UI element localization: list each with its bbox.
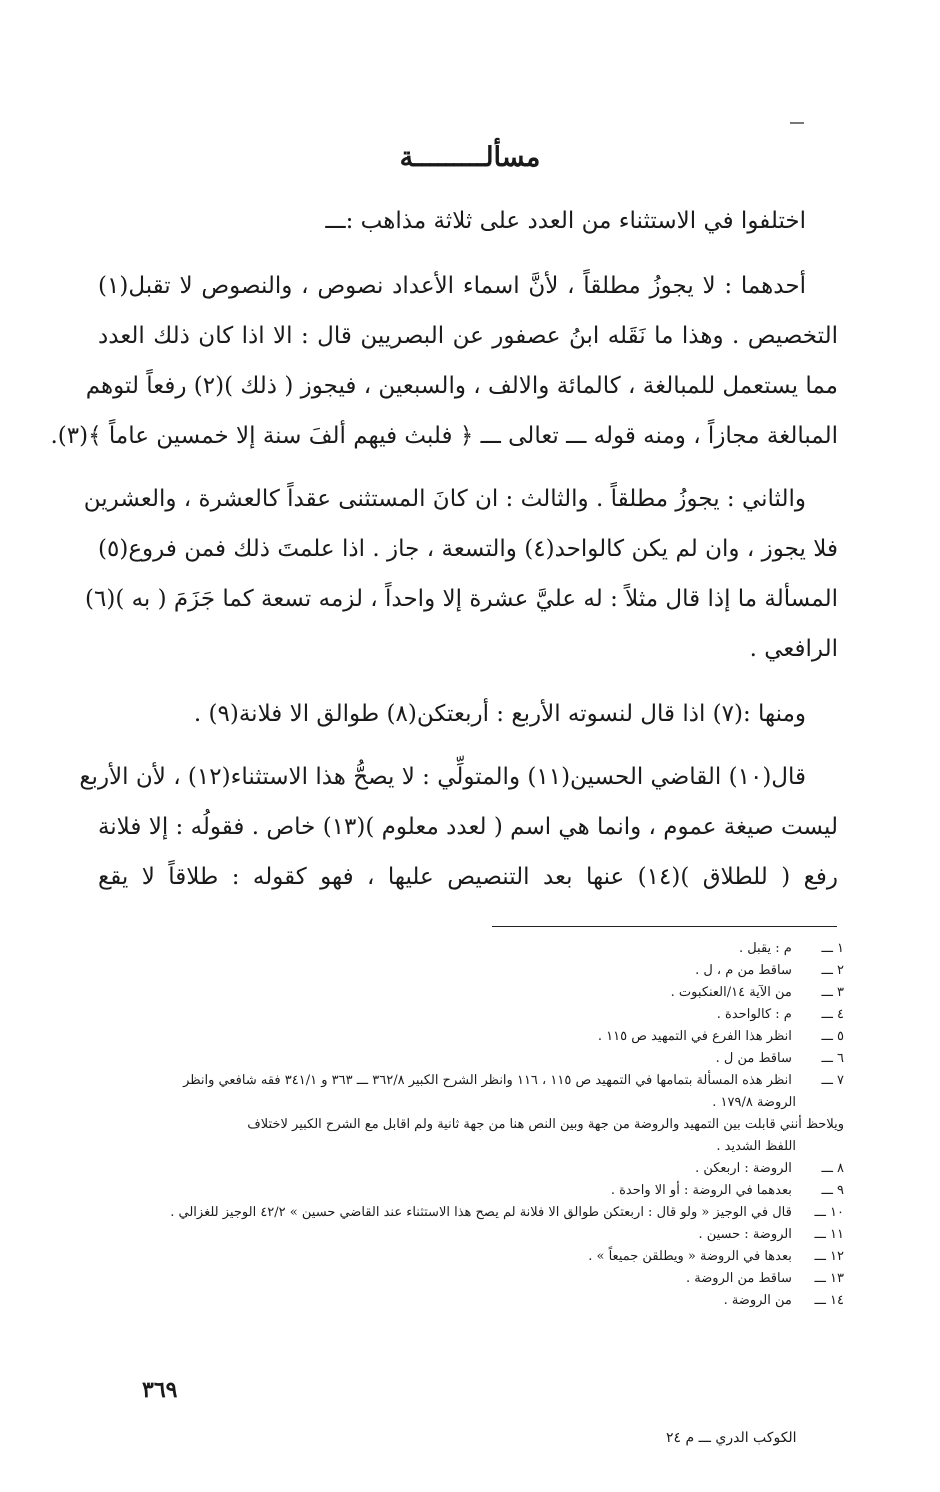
margin-dash xyxy=(790,122,804,124)
text-line: اختلفوا في الاستثناء من العدد على ثلاثة مذاهب :ـــ xyxy=(325,208,806,234)
footnote-item: ٨ ـــ الروضة : اربعكن . xyxy=(695,1161,844,1176)
footnote-item: ٩ ـــ بعدهما في الروضة : أو الا واحدة . xyxy=(610,1183,844,1198)
footnote-item: ١٣ ـــ ساقط من الروضة . xyxy=(686,1271,844,1286)
section-title: مسألـــــــــة xyxy=(399,142,541,173)
footnotes xyxy=(99,938,844,1312)
text-line: مما يستعمل للمبالغة ، كالمائة والالف ، والسبعين ، فيجوز ( ذلك )(٢) رفعاً لتوهم xyxy=(85,373,838,399)
text-line: التخصيص . وهذا ما نَقَله ابنُ عصفور عن البصريين قال : الا اذا كان ذلك العدد xyxy=(98,323,838,349)
text-line: الرافعي . xyxy=(749,636,838,662)
footnote-continuation: الروضة ١٧٩/٨ . xyxy=(712,1095,796,1110)
text-line: فلا يجوز ، وان لم يكن كالواحد(٤) والتسعة ، جاز . اذا علمتَ ذلك فمن فروع(٥) xyxy=(98,536,838,562)
text-line: أحدهما : لا يجوزُ مطلقاً ، لأنَّ اسماء الأعداد نصوص ، والنصوص لا تقبل(١) xyxy=(98,273,806,299)
footnote-item: ٤ ـــ م : كالواحدة . xyxy=(716,1007,844,1022)
running-footer: الكوكب الدري ـــ م ٢٤ xyxy=(666,1430,797,1446)
text-line: ليست صيغة عموم ، وانما هي اسم ( لعدد معلوم )(١٣) خاص . فقولُه : إلا فلانة xyxy=(97,814,838,840)
footnote-item: ١٢ ـــ بعدها في الروضة « ويطلقن جميعاً » . xyxy=(588,1249,844,1264)
footnote-item: ١١ ـــ الروضة : حسين . xyxy=(698,1227,844,1242)
footnote-note: ويلاحظ أنني قابلت بين التمهيد والروضة من جهة وبين النص هنا من جهة ثانية ولم اقابل مع الشرح الكبير لاختلاف xyxy=(247,1117,844,1132)
text-line: رفع ( للطلاق )(١٤) عنها بعد التنصيص عليها ، فهو كقوله : طلاقاً لا يقع xyxy=(98,864,838,890)
footnote-item: ١٤ ـــ من الروضة . xyxy=(723,1293,844,1308)
paragraph-2 xyxy=(50,261,838,461)
footnote-separator xyxy=(492,926,837,927)
footnote-item: ١٠ ـــ قال في الوجيز « ولو قال : اربعتكن طوالق الا فلانة لم يصح هذا الاستثناء عند القاضي حسين » ٤٢/٢ الوجيز للغزالي . xyxy=(170,1205,844,1220)
paragraph-5 xyxy=(79,752,838,902)
footnote-item: ٣ ـــ من الآية ١٤/العنكبوت . xyxy=(670,985,844,1000)
footnote-item: ٢ ـــ ساقط من م ، ل . xyxy=(695,963,844,978)
footnote-item: ٧ ـــ انظر هذه المسألة بتمامها في التمهيد ص ١١٥ ، ١١٦ وانظر الشرح الكبير ٣٦٢/٨ ـــ ٣٦٣ و ٣٤١/١ فقه شافعي وانظر xyxy=(183,1073,844,1088)
paragraph-4 xyxy=(98,689,838,739)
paragraph-3 xyxy=(83,474,838,674)
footnote-item: ٥ ـــ انظر هذا الفرع في التمهيد ص ١١٥ . xyxy=(597,1029,844,1044)
footnote-continuation: اللفظ الشديد . xyxy=(716,1139,796,1154)
page-number: ٣٦٩ xyxy=(142,1377,178,1403)
text-line: والثاني : يجوزُ مطلقاً . والثالث : ان كانَ المستثنى عقداً كالعشرة ، والعشرين xyxy=(83,486,806,512)
text-line: المبالغة مجازاً ، ومنه قوله ـــ تعالى ـــ ﴿ فلبث فيهم ألفَ سنة إلا خمسين عاماً ﴾(٣). xyxy=(50,423,838,449)
footnote-item: ٦ ـــ ساقط من ل . xyxy=(715,1051,844,1066)
paragraph-1 xyxy=(98,196,838,246)
text-line: المسألة ما إذا قال مثلاً : له عليَّ عشرة إلا واحداً ، لزمه تسعة كما جَزَمَ ( به )(٦) xyxy=(85,586,838,612)
footnote-item: ١ ـــ م : يقبل . xyxy=(738,941,844,956)
text-line: قال(١٠) القاضي الحسين(١١) والمتولِّي : لا يصحُّ هذا الاستثناء(١٢) ، لأن الأربع xyxy=(79,764,806,790)
text-line: ومنها :(٧) اذا قال لنسوته الأربع : أربعتكن(٨) طوالق الا فلانة(٩) . xyxy=(193,701,806,727)
